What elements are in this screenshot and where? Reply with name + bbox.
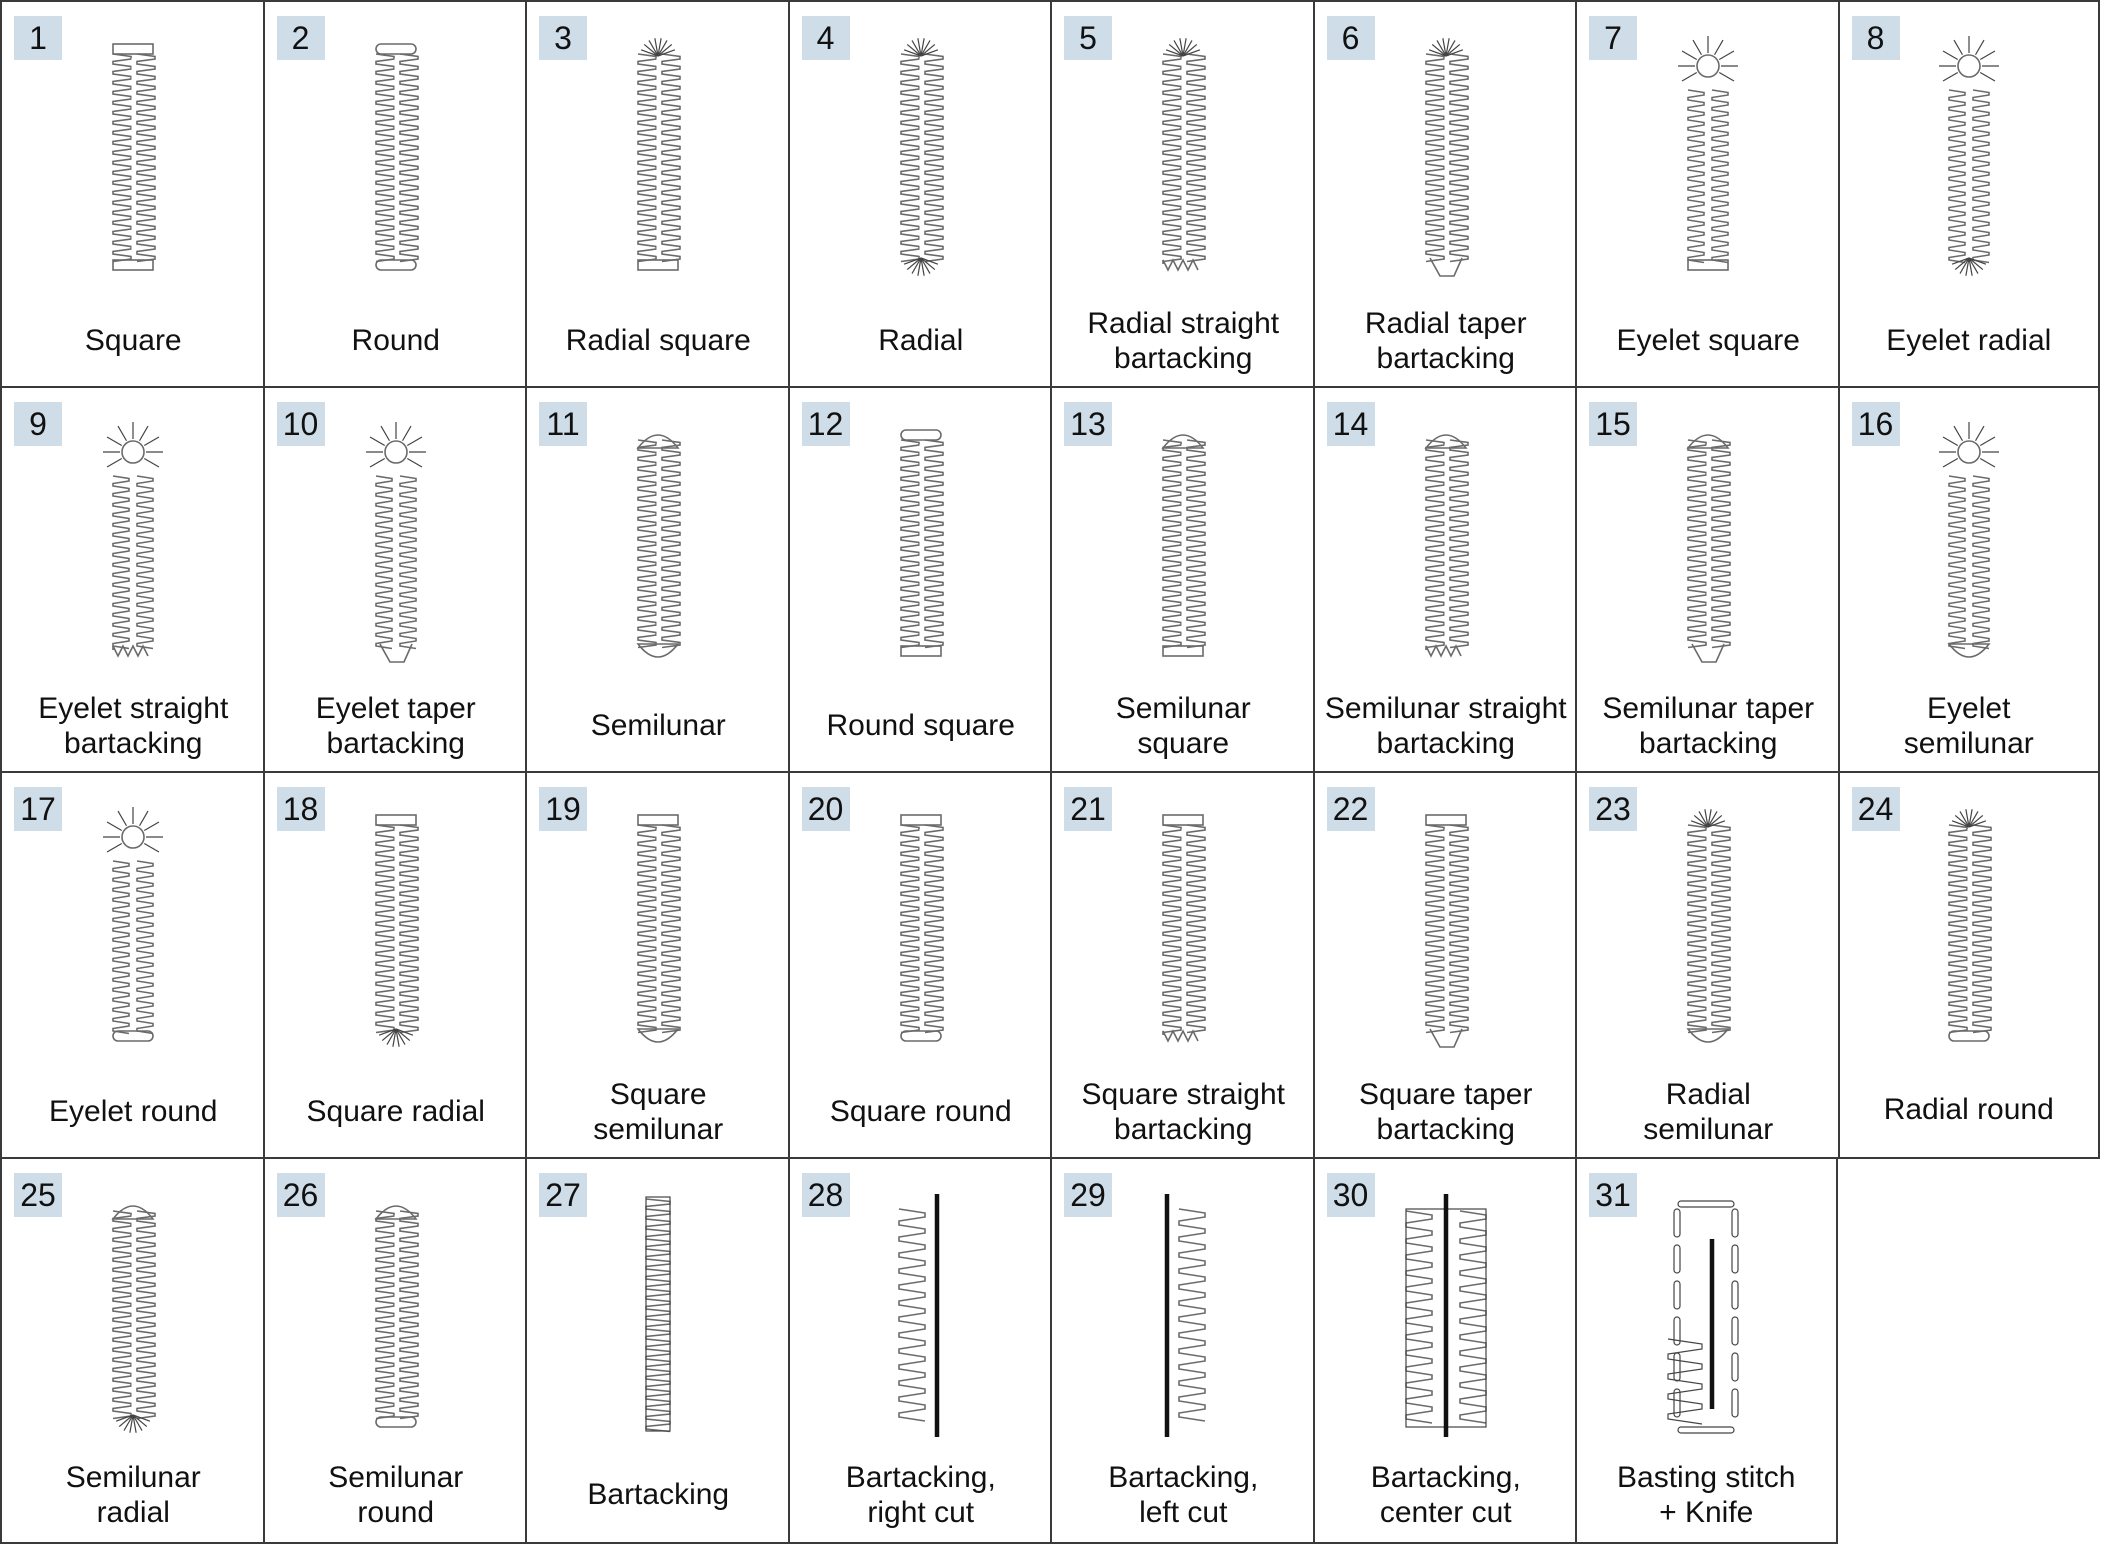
cell-label-line-1: Square taper xyxy=(1359,1077,1533,1111)
buttonhole-radial-semilunar-icon xyxy=(1658,803,1758,1058)
cell-label-line-2: bartacking xyxy=(326,727,465,760)
buttonhole-cell xyxy=(788,0,1053,388)
cell-label-line-1: Bartacking, xyxy=(1370,1461,1521,1494)
buttonhole-radial-taper-bartacking-icon xyxy=(1396,32,1496,287)
cell-number-badge: 29 xyxy=(1064,1173,1112,1217)
cell-label xyxy=(1315,1077,1578,1147)
buttonhole-radial-round-icon xyxy=(1919,803,2019,1058)
cell-label xyxy=(265,691,528,761)
cell-label-line-1: Radial square xyxy=(565,323,751,357)
cell-label-line-1: Square xyxy=(84,323,182,357)
cell-label-line-2: bartacking xyxy=(1376,1112,1515,1146)
cell-label-line-1: Eyelet round xyxy=(49,1094,218,1128)
cell-label-line-2: semilunar xyxy=(1643,1112,1774,1146)
buttonhole-square-semilunar-icon xyxy=(608,803,708,1058)
cell-label xyxy=(265,1460,528,1530)
cell-number-badge: 24 xyxy=(1852,787,1900,831)
cell-label-line-2: radial xyxy=(96,1496,170,1529)
cell-label-line-2: left cut xyxy=(1139,1496,1228,1529)
buttonhole-square-taper-bartacking-icon xyxy=(1396,803,1496,1058)
buttonhole-square-radial-icon xyxy=(346,803,446,1058)
cell-number-badge: 26 xyxy=(277,1173,325,1217)
bartacking-left-cut-icon xyxy=(1133,1189,1233,1444)
cell-label-line-1: Semilunar xyxy=(328,1461,464,1494)
cell-label xyxy=(1315,691,1578,761)
cell-number-badge: 28 xyxy=(802,1173,850,1217)
cell-label-line-1: Semilunar xyxy=(1115,692,1251,725)
buttonhole-cell xyxy=(1050,771,1315,1159)
cell-label-line-1: Round xyxy=(351,323,440,357)
cell-label-line-1: Basting stitch xyxy=(1617,1461,1796,1494)
cell-number-badge: 27 xyxy=(539,1173,587,1217)
buttonhole-cell xyxy=(1050,0,1315,388)
cell-number-badge: 8 xyxy=(1852,16,1900,60)
cell-number-badge: 25 xyxy=(14,1173,62,1217)
buttonhole-radial-icon xyxy=(871,32,971,287)
buttonhole-cell xyxy=(525,0,790,388)
cell-label xyxy=(790,1094,1053,1129)
cell-number-badge: 6 xyxy=(1327,16,1375,60)
cell-label xyxy=(1840,691,2099,761)
cell-number-badge: 11 xyxy=(539,402,587,446)
cell-number-badge: 12 xyxy=(802,402,850,446)
cell-label xyxy=(1840,323,2099,358)
bartacking-icon xyxy=(608,1189,708,1444)
buttonhole-square-round-icon xyxy=(871,803,971,1058)
cell-label-line-1: Square radial xyxy=(306,1094,485,1128)
buttonhole-cell xyxy=(525,771,790,1159)
cell-label xyxy=(1577,1460,1836,1530)
buttonhole-square-straight-bartacking-icon xyxy=(1133,803,1233,1058)
cell-label xyxy=(1577,1077,1840,1147)
buttonhole-semilunar-radial-icon xyxy=(83,1189,183,1444)
buttonhole-cell xyxy=(1313,0,1578,388)
cell-label-line-2: right cut xyxy=(867,1496,975,1529)
cell-label-line-1: Semilunar xyxy=(590,709,726,742)
cell-number-badge: 20 xyxy=(802,787,850,831)
cell-label-line-2: bartacking xyxy=(1376,341,1515,375)
cell-label-line-1: Square round xyxy=(829,1094,1012,1128)
buttonhole-cell xyxy=(1050,386,1315,774)
cell-number-badge: 5 xyxy=(1064,16,1112,60)
cell-label xyxy=(527,1477,790,1512)
cell-number-badge: 18 xyxy=(277,787,325,831)
buttonhole-eyelet-round-icon xyxy=(83,803,183,1058)
cell-number-badge: 17 xyxy=(14,787,62,831)
buttonhole-semilunar-round-icon xyxy=(346,1189,446,1444)
buttonhole-cell xyxy=(0,771,265,1159)
cell-label xyxy=(527,1077,790,1147)
buttonhole-cell xyxy=(263,386,528,774)
cell-label-line-1: Eyelet square xyxy=(1616,323,1800,357)
cell-number-badge: 2 xyxy=(277,16,325,60)
buttonhole-semilunar-icon xyxy=(608,418,708,673)
cell-label xyxy=(790,323,1053,358)
cell-label-line-2: center cut xyxy=(1379,1496,1512,1529)
cell-label-line-1: Eyelet straight xyxy=(38,692,229,725)
cell-label-line-2: bartacking xyxy=(64,727,203,760)
buttonhole-square-icon xyxy=(83,32,183,287)
cell-label-line-2: semilunar xyxy=(1903,727,2034,760)
cell-label-line-1: Semilunar xyxy=(65,1461,201,1494)
buttonhole-cell xyxy=(0,0,265,388)
buttonhole-eyelet-radial-icon xyxy=(1919,32,2019,287)
buttonhole-cell xyxy=(788,386,1053,774)
buttonhole-cell xyxy=(1838,771,2101,1159)
cell-label xyxy=(2,323,265,358)
cell-label-line-2: semilunar xyxy=(593,1112,724,1146)
cell-label xyxy=(1315,1460,1578,1530)
cell-label-line-1: Radial xyxy=(878,323,964,357)
buttonhole-semilunar-straight-bartacking-icon xyxy=(1396,418,1496,673)
cell-label xyxy=(1052,1077,1315,1147)
cell-label xyxy=(790,708,1053,743)
cell-label-line-1: Semilunar taper xyxy=(1602,692,1815,725)
cell-label-line-1: Bartacking, xyxy=(845,1461,996,1494)
buttonhole-radial-square-icon xyxy=(608,32,708,287)
cell-label xyxy=(790,1460,1053,1530)
cell-number-badge: 22 xyxy=(1327,787,1375,831)
cell-label xyxy=(1577,323,1840,358)
bartacking-center-cut-icon xyxy=(1396,1189,1496,1444)
cell-number-badge: 1 xyxy=(14,16,62,60)
cell-label-line-2: bartacking xyxy=(1114,341,1253,375)
cell-label-line-1: Eyelet xyxy=(1927,692,2011,725)
cell-label xyxy=(1052,306,1315,376)
cell-label-line-2: bartacking xyxy=(1376,727,1515,760)
cell-label xyxy=(1577,691,1840,761)
buttonhole-cell xyxy=(0,1157,265,1545)
buttonhole-radial-straight-bartacking-icon xyxy=(1133,32,1233,287)
cell-number-badge: 10 xyxy=(277,402,325,446)
cell-label-line-1: Bartacking xyxy=(587,1478,730,1511)
cell-label-line-1: Semilunar straight xyxy=(1324,692,1567,725)
cell-label-line-1: Eyelet radial xyxy=(1886,323,2052,357)
buttonhole-cell xyxy=(1050,1157,1315,1545)
cell-label-line-1: Radial round xyxy=(1883,1092,2054,1126)
cell-label-line-1: Radial taper xyxy=(1364,306,1527,340)
cell-label-line-1: Square straight xyxy=(1081,1077,1285,1111)
buttonhole-eyelet-square-icon xyxy=(1658,32,1758,287)
cell-label-line-2: square xyxy=(1137,727,1230,760)
cell-number-badge: 15 xyxy=(1589,402,1637,446)
cell-label xyxy=(527,708,790,743)
cell-label-line-1: Radial straight xyxy=(1087,306,1280,340)
cell-label xyxy=(2,1094,265,1129)
cell-number-badge: 30 xyxy=(1327,1173,1375,1217)
cell-number-badge: 3 xyxy=(539,16,587,60)
cell-number-badge: 13 xyxy=(1064,402,1112,446)
cell-label-line-2: bartacking xyxy=(1639,727,1778,760)
buttonhole-eyelet-taper-bartacking-icon xyxy=(346,418,446,673)
cell-label xyxy=(1052,691,1315,761)
buttonhole-cell xyxy=(525,386,790,774)
cell-label-line-2: + Knife xyxy=(1659,1496,1754,1529)
cell-number-badge: 31 xyxy=(1589,1173,1637,1217)
buttonhole-eyelet-semilunar-icon xyxy=(1919,418,2019,673)
cell-label xyxy=(527,323,790,358)
cell-label xyxy=(2,1460,265,1530)
buttonhole-cell xyxy=(1313,1157,1578,1545)
basting-stitch-knife-icon xyxy=(1656,1189,1756,1444)
buttonhole-round-icon xyxy=(346,32,446,287)
cell-number-badge: 23 xyxy=(1589,787,1637,831)
cell-label xyxy=(265,1094,528,1129)
cell-label-line-2: round xyxy=(357,1496,435,1529)
cell-number-badge: 14 xyxy=(1327,402,1375,446)
buttonhole-cell xyxy=(1575,0,1840,388)
buttonhole-cell xyxy=(1575,1157,1838,1545)
cell-label-line-1: Square xyxy=(609,1077,707,1111)
cell-label xyxy=(2,691,265,761)
cell-label xyxy=(1315,306,1578,376)
cell-label xyxy=(265,323,528,358)
cell-label xyxy=(1840,1092,2099,1127)
cell-number-badge: 19 xyxy=(539,787,587,831)
cell-label-line-1: Eyelet taper xyxy=(315,692,476,725)
buttonhole-cell xyxy=(263,1157,528,1545)
buttonhole-cell xyxy=(263,771,528,1159)
buttonhole-round-square-icon xyxy=(871,418,971,673)
buttonhole-cell xyxy=(263,0,528,388)
cell-label xyxy=(1052,1460,1315,1530)
buttonhole-semilunar-taper-bartacking-icon xyxy=(1658,418,1758,673)
cell-label-line-1: Radial xyxy=(1665,1077,1751,1111)
buttonhole-cell xyxy=(1313,771,1578,1159)
cell-label-line-2: bartacking xyxy=(1114,1112,1253,1146)
cell-number-badge: 4 xyxy=(802,16,850,60)
buttonhole-cell xyxy=(1575,386,1840,774)
buttonhole-cell xyxy=(1575,771,1840,1159)
bartacking-right-cut-icon xyxy=(871,1189,971,1444)
cell-number-badge: 9 xyxy=(14,402,62,446)
buttonhole-cell xyxy=(1313,386,1578,774)
buttonhole-eyelet-straight-bartacking-icon xyxy=(83,418,183,673)
buttonhole-cell xyxy=(1838,386,2101,774)
buttonhole-cell xyxy=(1838,0,2101,388)
cell-number-badge: 16 xyxy=(1852,402,1900,446)
cell-number-badge: 21 xyxy=(1064,787,1112,831)
cell-number-badge: 7 xyxy=(1589,16,1637,60)
buttonhole-cell xyxy=(788,771,1053,1159)
buttonhole-semilunar-square-icon xyxy=(1133,418,1233,673)
buttonhole-cell xyxy=(525,1157,790,1545)
cell-label-line-1: Bartacking, xyxy=(1108,1461,1259,1494)
buttonhole-cell xyxy=(788,1157,1053,1545)
buttonhole-cell xyxy=(0,386,265,774)
cell-label-line-1: Round square xyxy=(826,709,1015,742)
